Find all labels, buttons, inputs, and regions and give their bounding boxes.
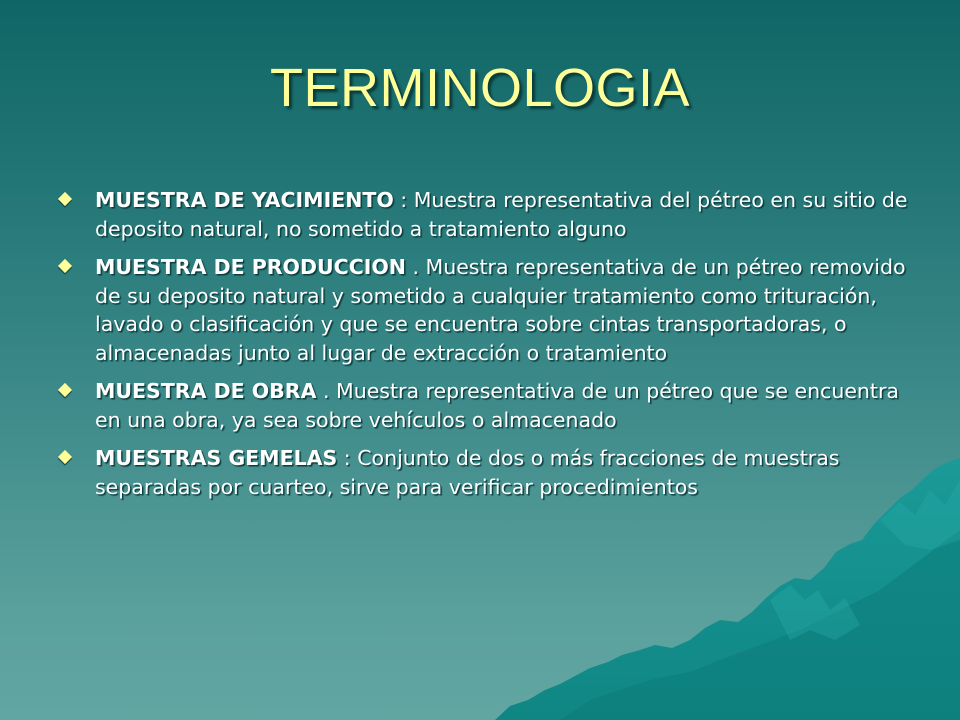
diamond-bullet-icon <box>58 192 72 206</box>
bullet-definition: Muestra representativa de un pétreo removido de su deposito natural y sometido a cualquier tratamiento como trituración, lavado o clasificación y que se encuentra sobre cintas transportadoras, o almacenadas junto al lugar de extracción o tratamiento <box>95 255 906 365</box>
bullet-list <box>58 186 908 511</box>
bullet-item <box>58 253 908 367</box>
diamond-bullet-icon <box>58 259 72 273</box>
bullet-separator: . <box>405 255 426 279</box>
bullet-separator: : <box>393 188 414 212</box>
diamond-bullet-icon <box>58 383 72 397</box>
bullet-term: MUESTRA DE OBRA <box>95 379 317 403</box>
bullet-item <box>58 377 908 434</box>
bullet-term: MUESTRA DE PRODUCCION <box>95 255 406 279</box>
bullet-definition: Muestra representativa de un pétreo que se encuentra en una obra, ya sea sobre vehículos o almacenado <box>95 379 899 432</box>
slide-title: TERMINOLOGIA <box>269 58 691 118</box>
bullet-definition: Muestra representativa del pétreo en su sitio de deposito natural, no sometido a tratamiento alguno <box>95 188 908 241</box>
bullet-item <box>58 186 908 243</box>
diamond-bullet-icon <box>58 450 72 464</box>
bullet-term: MUESTRA DE YACIMIENTO <box>95 188 394 212</box>
bullet-item <box>58 444 908 501</box>
bullet-term: MUESTRAS GEMELAS <box>95 446 338 470</box>
bullet-separator: . <box>316 379 337 403</box>
bullet-separator: : <box>337 446 358 470</box>
bullet-definition: Conjunto de dos o más fracciones de muestras separadas por cuarteo, sirve para verificar procedimientos <box>95 446 840 499</box>
